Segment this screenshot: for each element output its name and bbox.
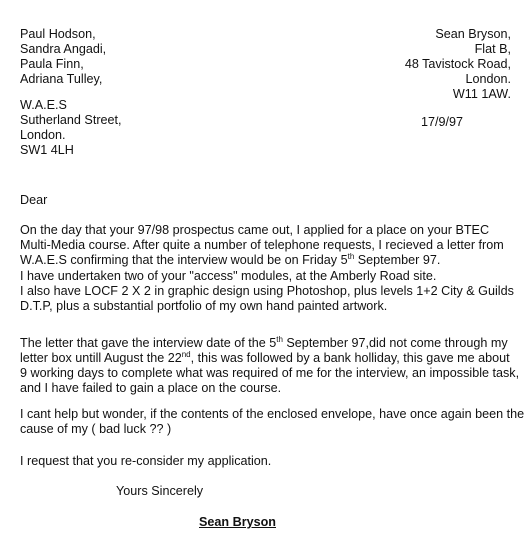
text-fragment: The letter that gave the interview date of the 5 <box>20 336 277 350</box>
closing: Yours Sincerely <box>116 484 204 498</box>
paragraph-line <box>20 336 519 351</box>
text-fragment: September 97,did not come through my <box>282 336 508 350</box>
sender-address-line: Flat B, <box>474 42 511 56</box>
sender-address-line: London. <box>465 72 511 86</box>
recipient-name: Adriana Tulley, <box>20 72 103 86</box>
sender-address-line: W11 1AW. <box>452 87 511 101</box>
paragraph-line: and I have failed to gain a place on the course. <box>20 381 282 395</box>
paragraph-line: I have undertaken two of your "access" modules, at the Amberly Road site. <box>20 269 437 283</box>
recipient-name: Sandra Angadi, <box>20 42 107 56</box>
paragraph-line <box>20 253 504 268</box>
paragraph-1 <box>20 223 504 268</box>
text-fragment: September 97. <box>354 253 441 267</box>
sender-address <box>405 27 511 102</box>
org-address-line: SW1 4LH <box>20 143 74 157</box>
superscript: th <box>276 334 283 344</box>
recipients-block <box>20 27 106 87</box>
recipient-name: Paul Hodson, <box>20 27 96 41</box>
sender-address-line: 48 Tavistock Road, <box>404 57 511 71</box>
superscript: nd <box>181 349 191 359</box>
org-address-line: London. <box>20 128 66 142</box>
organisation-address <box>20 98 122 158</box>
paragraph-line: 9 working days to complete what was required of me for the interview, an impossible task, <box>20 366 520 380</box>
text-fragment: W.A.E.S confirming that the interview would be on Friday 5 <box>20 253 348 267</box>
letter-date: 17/9/97 <box>421 115 464 129</box>
paragraph-line: Multi-Media course. After quite a number of telephone requests, I recieved a letter from <box>20 238 504 252</box>
paragraph-5: I request that you re-consider my application. <box>20 454 272 468</box>
paragraph-2 <box>20 269 514 314</box>
paragraph-line: D.T.P, plus a substantial portfolio of my own hand painted artwork. <box>20 299 388 313</box>
paragraph-line: cause of my ( bad luck ?? ) <box>20 422 172 436</box>
signature: Sean Bryson <box>199 515 276 529</box>
text-fragment: letter box untill August the 22 <box>20 351 182 365</box>
text-fragment: , this was followed by a bank holliday, this gave me about <box>190 351 510 365</box>
paragraph-line <box>20 351 519 366</box>
org-address-line: W.A.E.S <box>20 98 67 112</box>
paragraph-3 <box>20 336 519 396</box>
paragraph-line: On the day that your 97/98 prospectus came out, I applied for a place on your BTEC <box>20 223 490 237</box>
paragraph-4 <box>20 407 524 437</box>
paragraph-line: I cant help but wonder, if the contents of the enclosed envelope, have once again been the <box>20 407 525 421</box>
sender-address-line: Sean Bryson, <box>435 27 511 41</box>
paragraph-line: I also have LOCF 2 X 2 in graphic design using Photoshop, plus levels 1+2 City & Guilds <box>20 284 514 298</box>
salutation: Dear <box>20 193 48 207</box>
recipient-name: Paula Finn, <box>20 57 84 71</box>
superscript: th <box>347 251 355 261</box>
org-address-line: Sutherland Street, <box>20 113 122 127</box>
